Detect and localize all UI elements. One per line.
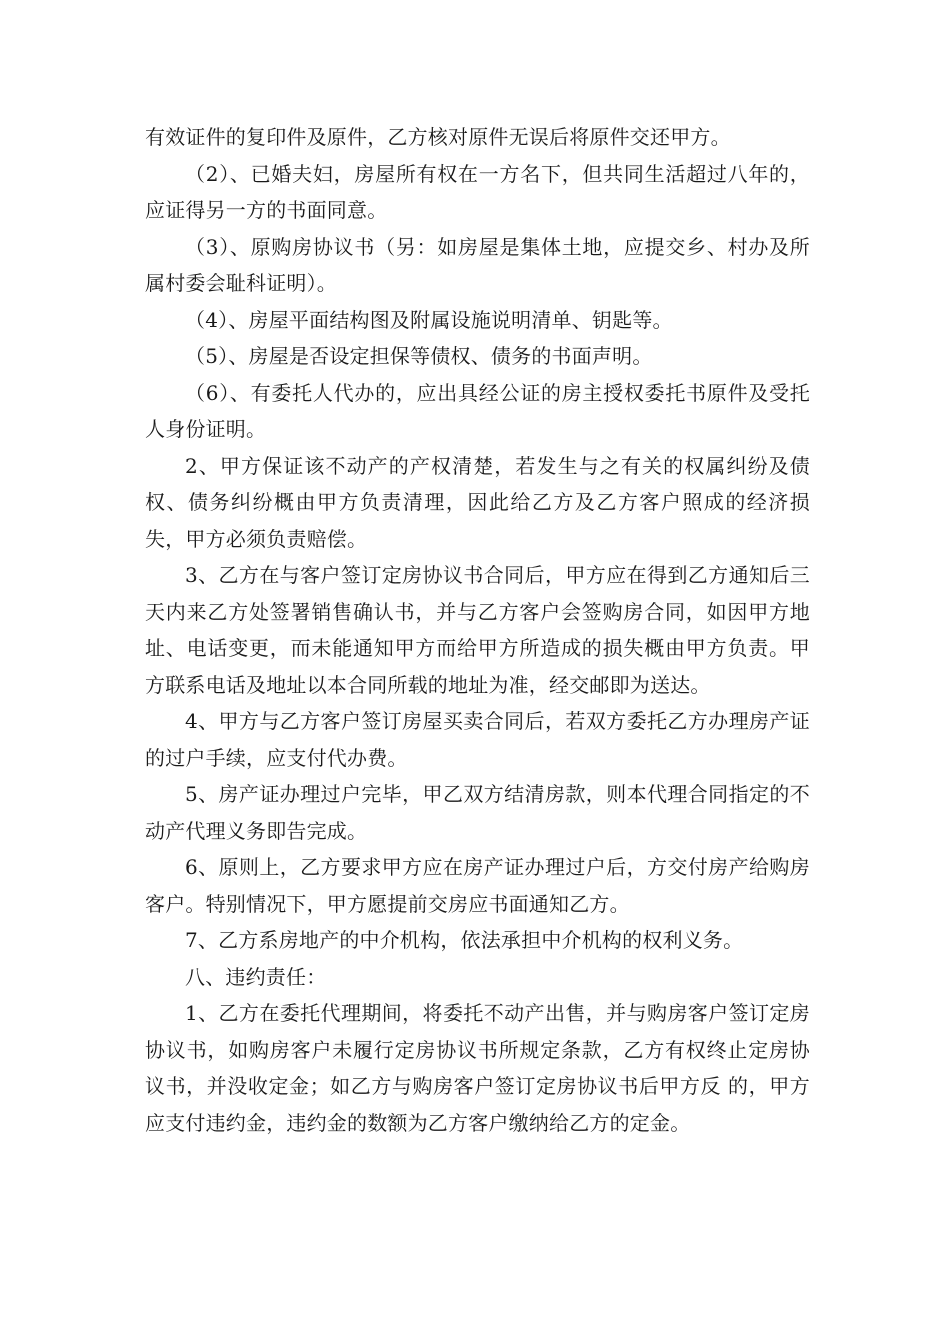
paragraph-9: 5、房产证办理过户完毕，甲乙双方结清房款，则本代理合同指定的不动产代理义务即告完成。 — [145, 782, 810, 843]
paragraph-7: 3、乙方在与客户签订定房协议书合同后，甲方应在得到乙方通知后三天内来乙方处签署销售确认书，并与乙方客户会签购房合同，如因甲方地址、电话变更，而未能通知甲方而给甲方所造成的损失概由甲方负责。甲方联系电话及地址以本合同所载的地址为准，经交邮即为送达。 — [145, 563, 810, 697]
paragraph-2: （3）、原购房协议书（另：如房屋是集体土地，应提交乡、村办及所属村委会耻科证明）。 — [145, 234, 810, 295]
paragraph-0: 有效证件的复印件及原件，乙方核对原件无误后将原件交还甲方。 — [145, 125, 731, 149]
paragraph-5: （6）、有委托人代办的，应出具经公证的房主授权委托书原件及受托人身份证明。 — [145, 380, 810, 441]
paragraph-10: 6、原则上，乙方要求甲方应在房产证办理过户后，方交付房产给购房客户。特别情况下，甲方愿提前交房应书面通知乙方。 — [145, 855, 810, 916]
document-body — [145, 119, 810, 1141]
paragraph-3: （4）、房屋平面结构图及附属设施说明清单、钥匙等。 — [185, 307, 673, 332]
paragraph-1: （2）、已婚夫妇，房屋所有权在一方名下，但共同生活超过八年的，应证得另一方的书面同意。 — [145, 161, 810, 222]
section-heading-breach-liability: 八、违约责任： — [185, 964, 327, 989]
paragraph-4: （5）、房屋是否设定担保等债权、债务的书面声明。 — [185, 344, 653, 368]
paragraph-6: 2、甲方保证该不动产的产权清楚，若发生与之有关的权属纠纷及债权、债务纠纷概由甲方负责清理，因此给乙方及乙方客户照成的经济损失，甲方必须负责赔偿。 — [145, 453, 810, 551]
paragraph-13: 1、乙方在委托代理期间，将委托不动产出售，并与购房客户签订定房协议书，如购房客户未履行定房协议书所规定条款，乙方有权终止定房协议书，并没收定金；如乙方与购房客户签订定房协议书后甲方反 的，甲方应支付违约金，违约金的数额为乙方客户缴纳给乙方的定金。 — [145, 1001, 810, 1135]
paragraph-8: 4、甲方与乙方客户签订房屋买卖合同后，若双方委托乙方办理房产证的过户手续，应支付代办费。 — [145, 709, 810, 770]
paragraph-11: 7、乙方系房地产的中介机构，依法承担中介机构的权利义务。 — [185, 928, 744, 952]
